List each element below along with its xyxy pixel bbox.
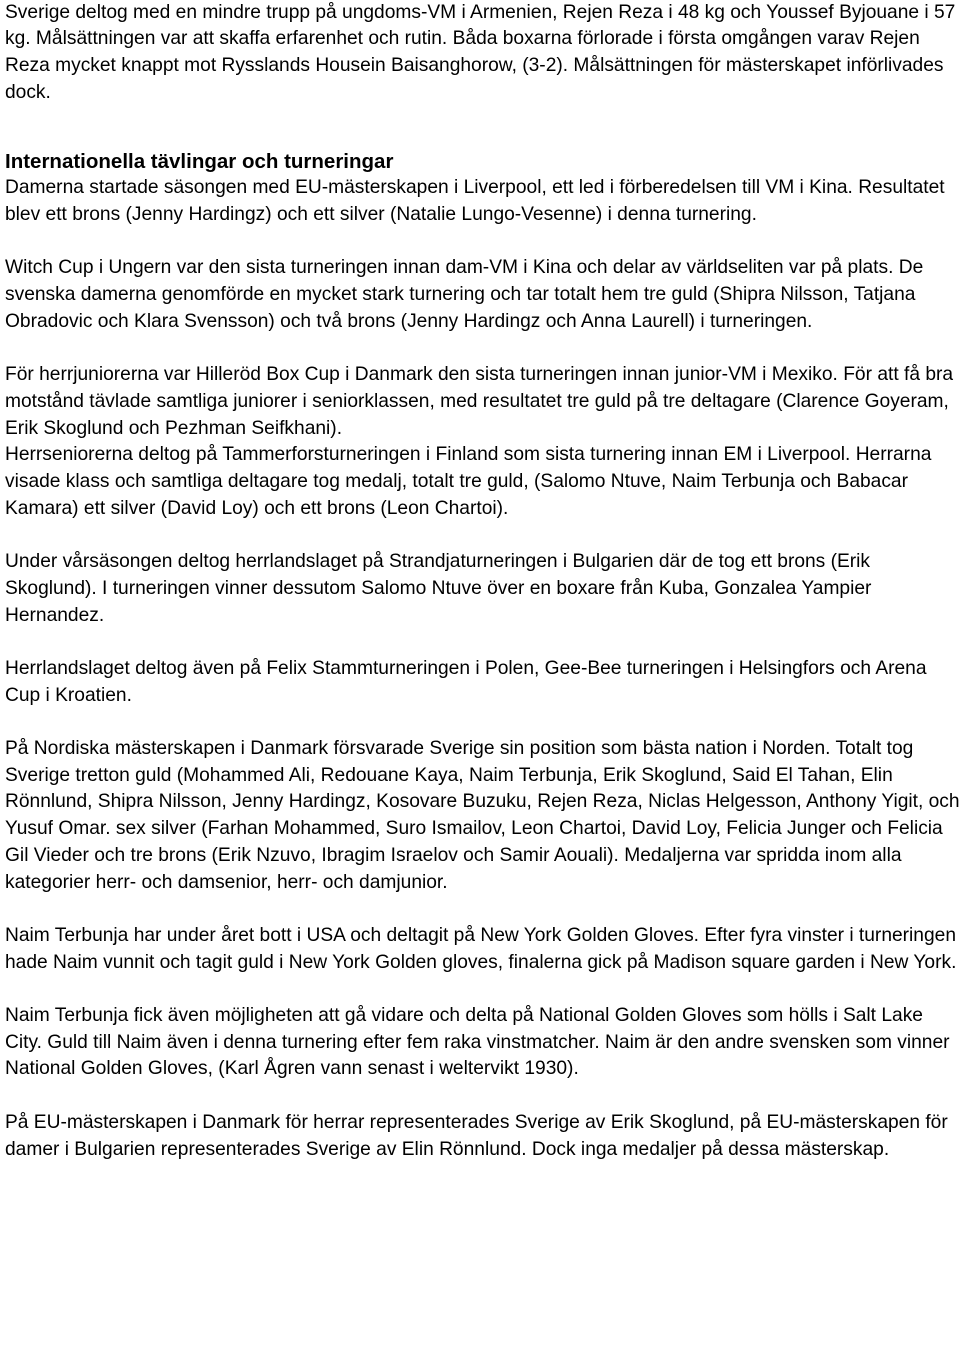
paragraph-new-york-golden-gloves: Naim Terbunja har under året bott i USA och deltagit på New York Golden Gloves. Efter fyra vinster i turneringen hade Naim vunnit och tagit guld i New York Golden gloves, finalerna gick på Madison square garden i New York. bbox=[5, 924, 957, 973]
paragraph-witch-cup: Witch Cup i Ungern var den sista turneringen innan dam-VM i Kina och delar av världseliten var på plats. De svenska damerna genomförde en mycket stark turnering och tar totalt hem tre guld (Shipra Nilsson, Tatjana Obradovic och Klara Svensson) och två brons (Jenny Hardingz och Anna Laurell) i turneringen. bbox=[5, 257, 924, 332]
paragraph-eu-championship-women: Damerna startade säsongen med EU-mästerskapen i Liverpool, ett led i förberedelsen till VM i Kina. Resultatet blev ett brons (Jenny Hardingz) och ett silver (Natalie Lungo-Vesenne) i denna turnering. bbox=[5, 177, 945, 226]
paragraph-eu-championship-denmark: På EU-mästerskapen i Danmark för herrar representerades Sverige av Erik Skoglund, på EU-mästerskapen för damer i Bulgarien representerades Sverige av Elin Rönnlund. Dock inga medaljer på dessa mästerskap. bbox=[5, 1111, 948, 1160]
paragraph-junior-box-cup: För herrjuniorerna var Hilleröd Box Cup i Danmark den sista turneringen innan junior-VM i Mexiko. För att få bra motstånd tävlade samtliga juniorer i seniorklassen, med resultatet tre guld på tre deltagare (Clarence Goyeram, Erik Skoglund och Pezhman Seifkhani). bbox=[5, 364, 954, 439]
paragraph-senior-tammerfors: Herrseniorerna deltog på Tammerforsturneringen i Finland som sista turnering innan EM i Liverpool. Herrarna visade klass och samtliga deltagare tog medalj, totalt tre guld, (Salomo Ntuve, Naim Terbunja och Babacar Kamara) ett silver (David Loy) och ett brons (Leon Chartoi). bbox=[5, 444, 932, 519]
paragraph-strandja: Under vårsäsongen deltog herrlandslaget på Strandjaturneringen i Bulgarien där de tog ett brons (Erik Skoglund). I turneringen vinner dessutom Salomo Ntuve över en boxare från Kuba, Gonzalea Yampier Hernandez. bbox=[5, 551, 872, 626]
paragraph-nordic-championship: På Nordiska mästerskapen i Danmark försvarade Sverige sin position som bästa nation i Norden. Totalt tog Sverige tretton guld (Mohammed Ali, Redouane Kaya, Naim Terbunja, Erik Skoglund, Said El Tahan, Elin Rönnlund, Shipra Nilsson, Jenny Hardingz, Kosovare Buzuku, Rejen Reza, Niclas Helgesson, Anthony Yigit, och Yusuf Omar. sex silver (Farhan Mohammed, Suro Ismailov, Leon Chartoi, David Loy, Felicia Junger och Felicia Gil Vieder och tre brons (Erik Nzuvo, Ibragim Israelov och Samir Aouali). Medaljerna var spridda inom alla kategorier herr- och damsenior, herr- och damjunior. bbox=[5, 738, 960, 893]
section-heading-international: Internationella tävlingar och turneringar bbox=[5, 150, 394, 174]
paragraph-other-tournaments: Herrlandslaget deltog även på Felix Stammturneringen i Polen, Gee-Bee turneringen i Helsingfors och Arena Cup i Kroatien. bbox=[5, 657, 927, 706]
paragraph-national-golden-gloves: Naim Terbunja fick även möjligheten att gå vidare och delta på National Golden Gloves som hölls i Salt Lake City. Guld till Naim även i denna turnering efter fem raka vinstmatcher. Naim är den andre svensken som vinner National Golden Gloves, (Karl Ågren vann senast i weltervikt 1930). bbox=[5, 1005, 950, 1080]
paragraph-youth-world-championship: Sverige deltog med en mindre trupp på ungdoms-VM i Armenien, Rejen Reza i 48 kg och Youssef Byjouane i 57 kg. Målsättningen var att skaffa erfarenhet och rutin. Båda boxarna förlorade i första omgången varav Rejen Reza mycket knappt mot Rysslands Housein Baisanghorow, (3-2). Målsättningen för mästerskapet införlivades dock. bbox=[5, 1, 956, 103]
